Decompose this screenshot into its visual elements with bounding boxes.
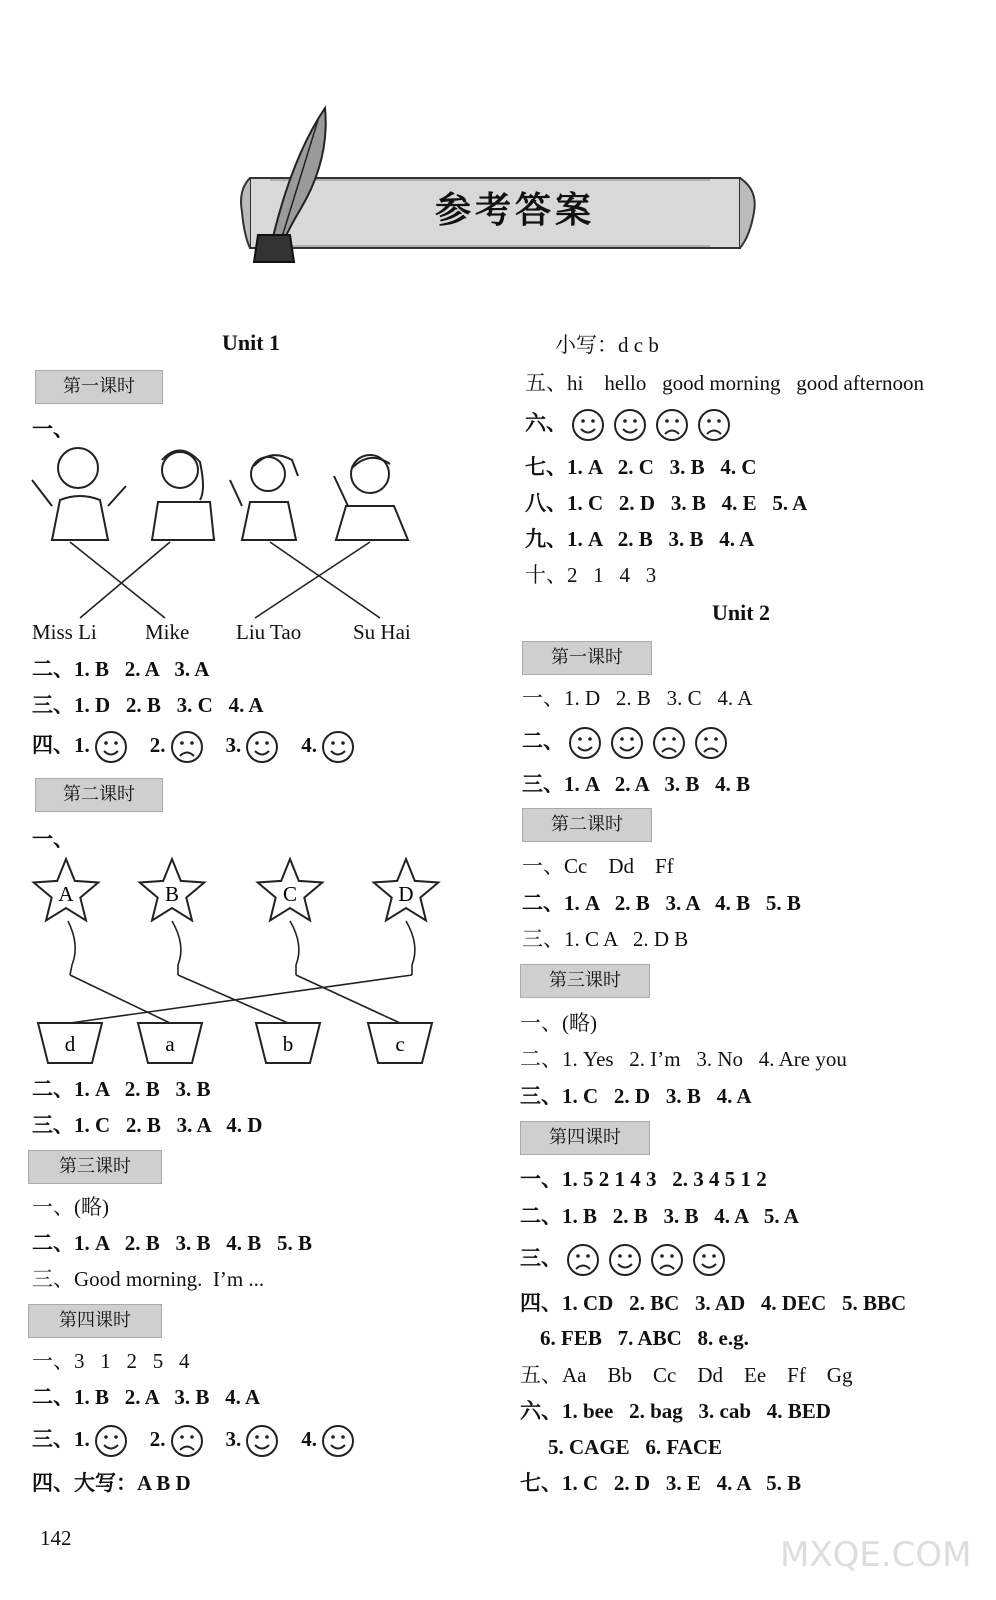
r-q7: 七、1. A 2. C 3. B 4. C	[525, 455, 757, 479]
sad-face-icon	[650, 1243, 684, 1277]
l4-q3	[32, 1424, 359, 1458]
banner	[230, 100, 770, 270]
u2l3-q2: 二、1. Yes 2. I’m 3. No 4. Are you	[520, 1047, 847, 1071]
happy-face-icon	[608, 1243, 642, 1277]
u2l4-q4a: 四、1. CD 2. BC 3. AD 4. DEC 5. BBC	[520, 1291, 907, 1315]
star-letter: A	[58, 882, 74, 906]
u2l2-q3: 三、1. C A 2. D B	[522, 927, 689, 951]
u2l3-q1: 一、(略)	[520, 1011, 597, 1035]
happy-face-icon	[571, 408, 605, 442]
u2l2-q2: 二、1. A 2. B 3. A 4. B 5. B	[522, 891, 801, 915]
l1-q2: 二、1. B 2. A 3. A	[32, 657, 210, 681]
matching-figures	[30, 440, 430, 630]
u2l1-q1: 一、1. D 2. B 3. C 4. A	[522, 686, 753, 710]
bucket-letter: d	[64, 1032, 76, 1056]
lowercase-line: 小写：d c b	[555, 333, 659, 357]
sad-face-icon	[697, 408, 731, 442]
bucket-letter: c	[395, 1032, 405, 1056]
happy-face-icon	[321, 730, 355, 764]
l3-q2: 二、1. A 2. B 3. B 4. B 5. B	[32, 1231, 313, 1255]
sad-face-icon	[170, 1424, 204, 1458]
happy-face-icon	[692, 1243, 726, 1277]
l4-q3-prefix: 三、	[32, 1426, 74, 1451]
u2-lesson3-header: 第三课时	[520, 964, 650, 998]
happy-face-icon	[94, 730, 128, 764]
lesson4-header: 第四课时	[28, 1304, 162, 1338]
l3-q3: 三、Good morning. I’m ...	[32, 1267, 265, 1291]
r-q6-prefix: 六、	[525, 410, 567, 435]
l1-q4-num: 4.	[301, 732, 317, 757]
banner-title: 参考答案	[435, 190, 596, 231]
l1-q4-num: 1.	[74, 732, 90, 757]
u2l3-q3: 三、1. C 2. D 3. B 4. A	[520, 1084, 752, 1108]
u2l1-q2-prefix: 二、	[522, 728, 564, 753]
happy-face-icon	[94, 1424, 128, 1458]
sad-face-icon	[655, 408, 689, 442]
u2l4-q3-prefix: 三、	[520, 1245, 562, 1270]
sad-face-icon	[694, 726, 728, 760]
unit2-title: Unit 2	[712, 600, 771, 625]
l1-q4-num: 3.	[225, 732, 242, 757]
r-q8: 八、1. C 2. D 3. B 4. E 5. A	[525, 491, 808, 515]
u2-lesson2-header: 第二课时	[522, 808, 652, 842]
u2l4-q4b: 6. FEB 7. ABC 8. e.g.	[540, 1326, 749, 1350]
u2l1-q3: 三、1. A 2. A 3. B 4. B	[522, 772, 751, 796]
l2-q2: 二、1. A 2. B 3. B	[32, 1077, 211, 1101]
u2l4-q2: 二、1. B 2. B 3. B 4. A 5. A	[520, 1204, 799, 1228]
lesson1-header: 第一课时	[35, 370, 163, 404]
l1-q4-num: 2.	[149, 732, 166, 757]
bucket-letter: b	[282, 1032, 294, 1056]
happy-face-icon	[245, 730, 279, 764]
happy-face-icon	[568, 726, 602, 760]
l4-q3-num: 1.	[74, 1426, 90, 1451]
star-letter: D	[398, 882, 414, 906]
l1-q1-label: 一、	[32, 417, 74, 441]
bucket-letter: a	[165, 1032, 175, 1056]
happy-face-icon	[610, 726, 644, 760]
l1-q4	[32, 730, 359, 764]
u2l4-q6a: 六、1. bee 2. bag 3. cab 4. BED	[520, 1399, 831, 1423]
name-miss-li: Miss Li	[32, 620, 97, 644]
sad-face-icon	[652, 726, 686, 760]
u2l4-q1: 一、1. 5 2 1 4 3 2. 3 4 5 1 2	[520, 1167, 767, 1191]
name-mike: Mike	[145, 620, 190, 644]
r-q5: 五、hi hello good morning good afternoon	[525, 371, 924, 395]
l4-q2: 二、1. B 2. A 3. B 4. A	[32, 1385, 261, 1409]
l2-q1-label: 一、	[32, 827, 74, 851]
l1-q3: 三、1. D 2. B 3. C 4. A	[32, 693, 264, 717]
sad-face-icon	[170, 730, 204, 764]
happy-face-icon	[245, 1424, 279, 1458]
l3-q1: 一、(略)	[32, 1195, 109, 1219]
name-liu-tao: Liu Tao	[236, 620, 302, 644]
l1-q4-prefix: 四、	[32, 732, 74, 757]
lesson2-header: 第二课时	[35, 778, 163, 812]
l4-q3-num: 3.	[225, 1426, 242, 1451]
u2-lesson1-header: 第一课时	[522, 641, 652, 675]
l4-q3-num: 4.	[301, 1426, 317, 1451]
l4-q4: 四、大写：A B D	[32, 1471, 191, 1495]
happy-face-icon	[321, 1424, 355, 1458]
name-su-hai: Su Hai	[353, 620, 411, 644]
lesson3-header: 第三课时	[28, 1150, 162, 1184]
star-letter: B	[164, 882, 180, 906]
star-letter: C	[282, 882, 298, 906]
sad-face-icon	[566, 1243, 600, 1277]
u2l4-q7: 七、1. C 2. D 3. E 4. A 5. B	[520, 1471, 802, 1495]
u2-lesson4-header: 第四课时	[520, 1121, 650, 1155]
u2l2-q1: 一、Cc Dd Ff	[522, 854, 674, 878]
u2l4-q5: 五、Aa Bb Cc Dd Ee Ff Gg	[520, 1363, 853, 1387]
star-matching	[28, 855, 448, 1075]
l2-q3: 三、1. C 2. B 3. A 4. D	[32, 1113, 263, 1137]
l4-q3-num: 2.	[149, 1426, 166, 1451]
r-q9: 九、1. A 2. B 3. B 4. A	[525, 527, 755, 551]
r-q10: 十、2 1 4 3	[525, 563, 657, 587]
unit1-title: Unit 1	[222, 330, 281, 355]
watermark: MXQE.COM	[780, 1535, 972, 1575]
page-number: 142	[40, 1526, 72, 1550]
u2l4-q6b: 5. CAGE 6. FACE	[548, 1435, 723, 1459]
l4-q1: 一、3 1 2 5 4	[32, 1349, 190, 1373]
r-q6	[525, 408, 735, 442]
u2l1-q2	[522, 726, 732, 760]
happy-face-icon	[613, 408, 647, 442]
u2l4-q3	[520, 1243, 730, 1277]
